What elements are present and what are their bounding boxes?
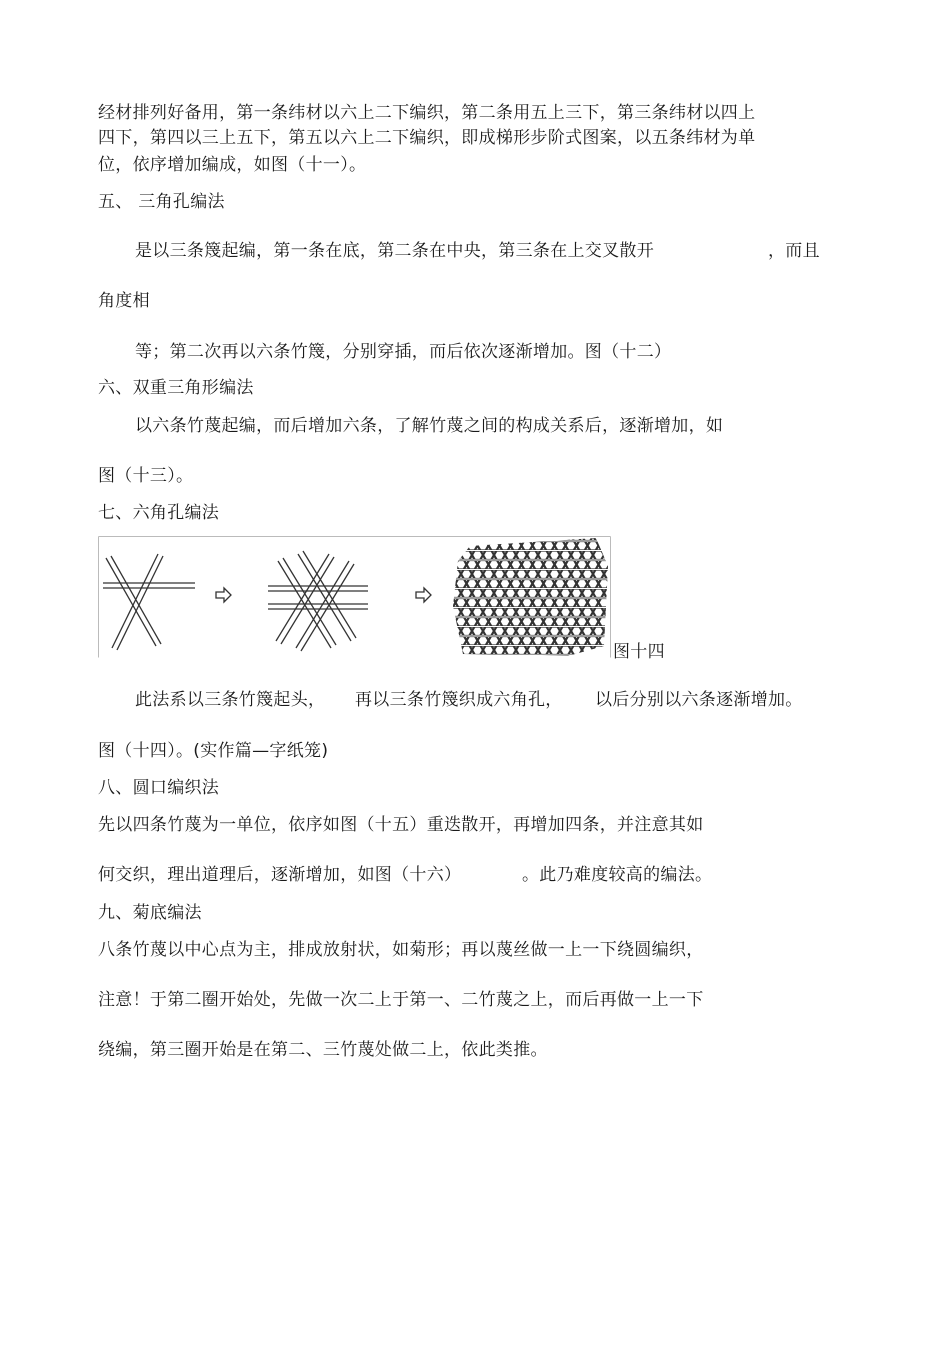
paragraph-line: 。此乃难度较高的编法。 [522, 865, 713, 885]
figure-caption: 图十四 [613, 642, 665, 662]
paragraph-line: 四下，第四以三上五下，第五以六上二下编织，即成梯形步阶式图案，以五条纬材为单 [98, 128, 756, 148]
paragraph-line: 先以四条竹蔑为一单位，依序如图（十五）重迭散开，再增加四条，并注意其如 [98, 815, 704, 835]
paragraph-line: 角度相 [98, 291, 150, 311]
paragraph-line: 图（十四）。(实作篇—字纸笼) [98, 741, 329, 761]
paragraph-line: 位，依序增加编成，如图（十一）。 [98, 155, 367, 175]
arrow-icon [216, 588, 231, 602]
paragraph-line: 图（十三）。 [98, 466, 194, 486]
paragraph-line: 注意！于第二圈开始处，先做一次二上于第一、二竹蔑之上，而后再做一上一下 [98, 990, 704, 1010]
section-heading-6: 六、双重三角形编法 [98, 378, 254, 398]
section-heading-9: 九、菊底编法 [98, 903, 202, 923]
weave-step-2 [268, 551, 368, 651]
paragraph-line: 八条竹蔑以中心点为主，排成放射状，如菊形；再以蔑丝做一上一下绕圆编织， [98, 940, 704, 960]
arrow-icon [416, 588, 431, 602]
weave-step-1 [103, 554, 195, 650]
paragraph-line: 再以三条竹篾织成六角孔， [355, 690, 563, 710]
weave-step-3 [453, 538, 608, 656]
paragraph-line: 以六条竹蔑起编，而后增加六条，了解竹蔑之间的构成关系后，逐渐增加，如 [135, 416, 724, 436]
section-heading-8: 八、圆口编织法 [98, 778, 220, 798]
paragraph-line: 等；第二次再以六条竹篾，分别穿插，而后依次逐渐增加。图（十二） [135, 342, 672, 362]
weaving-figure [98, 536, 611, 658]
paragraph-line: 经材排列好备用，第一条纬材以六上二下编织，第二条用五上三下，第三条纬材以四上 [98, 103, 756, 123]
section-heading-5: 五、 三角孔编法 [98, 192, 225, 212]
paragraph-line: 何交织，理出道理后，逐渐增加，如图（十六） [98, 865, 462, 885]
paragraph-line: 绕编，第三圈开始是在第二、三竹蔑处做二上，依此类推。 [98, 1040, 548, 1060]
paragraph-line: ，而且 [768, 241, 820, 261]
paragraph-line: 此法系以三条竹篾起头， [135, 690, 326, 710]
section-heading-7: 七、六角孔编法 [98, 503, 220, 523]
paragraph-line: 是以三条篾起编，第一条在底，第二条在中央，第三条在上交叉散开 [135, 241, 654, 261]
paragraph-line: 以后分别以六条逐渐增加。 [595, 690, 803, 710]
